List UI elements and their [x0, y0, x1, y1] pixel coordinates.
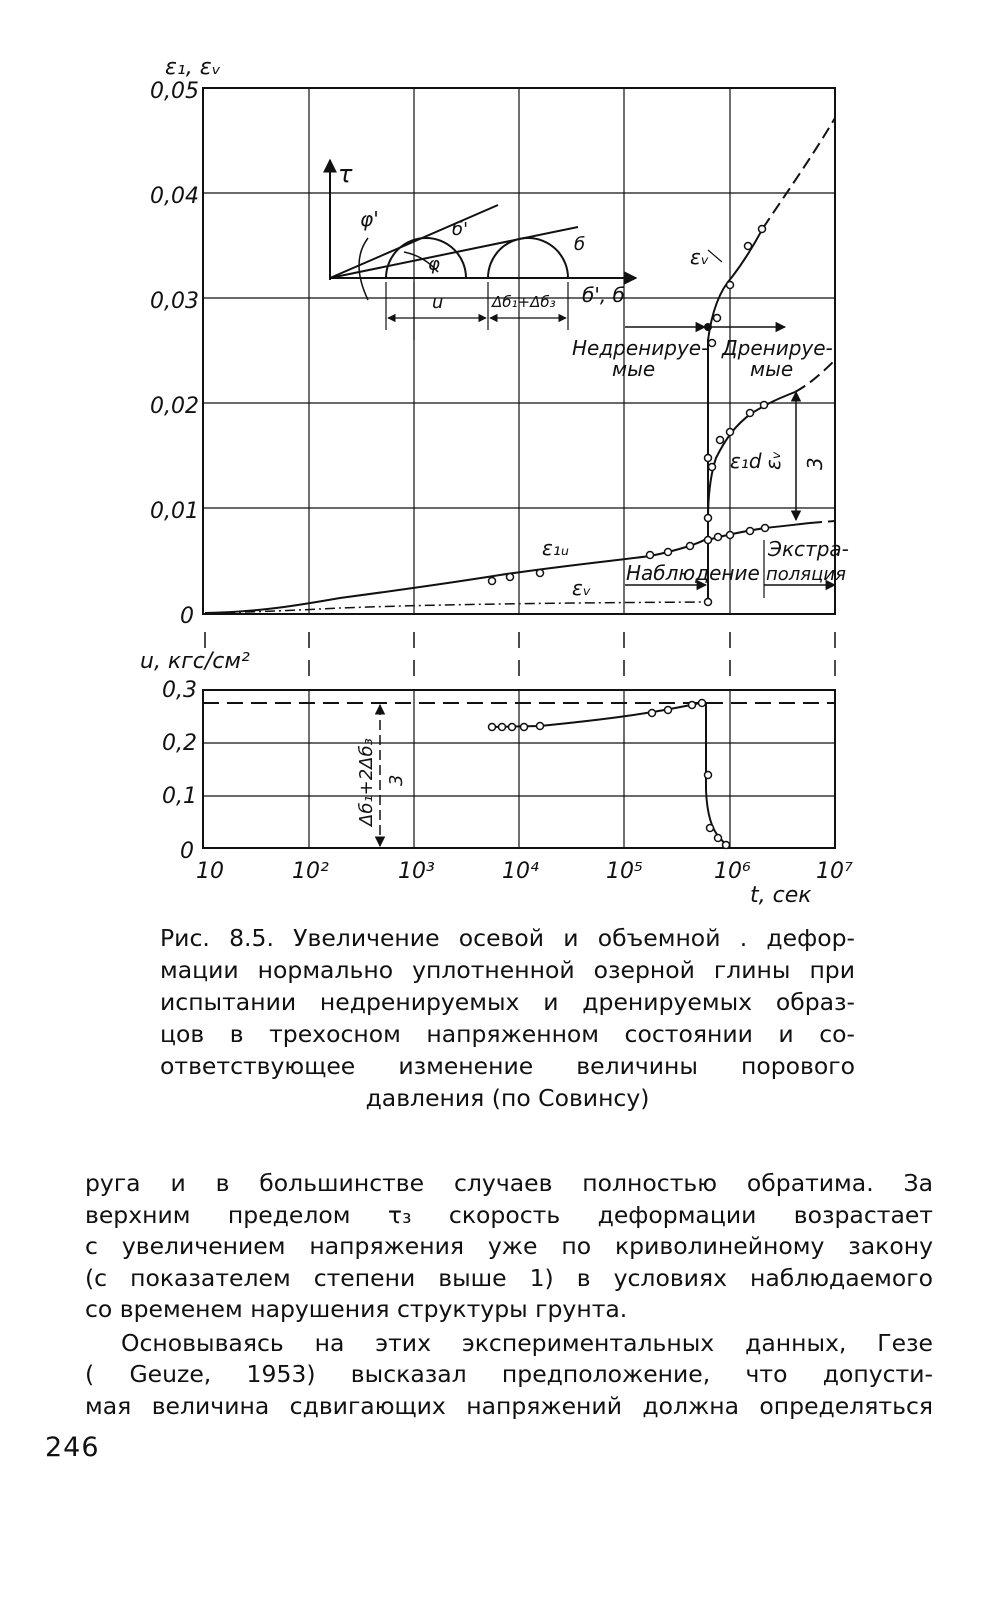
- upper-y-tick: 0,02: [150, 394, 199, 419]
- text-line: мая величина сдвигающих напряжений должна определяться: [85, 1391, 933, 1420]
- label-extrap-2: поляция: [766, 564, 846, 585]
- lower-three: 3: [386, 774, 407, 786]
- label-extrap-1: Экстра-: [768, 537, 849, 561]
- x-tick: 10⁴: [502, 859, 539, 884]
- inset-diagram: [330, 160, 636, 340]
- pore-pressure-curve: [492, 703, 730, 848]
- inset-sigma-prime-line: б': [452, 219, 469, 240]
- x-tick: 10²: [292, 859, 329, 884]
- curve-observation-extrap: [810, 521, 835, 523]
- lower-markers: [489, 700, 730, 849]
- paragraph-2: [85, 1328, 933, 1423]
- text-line: ( Geuze, 1953) высказал предположение, что допусти-: [85, 1360, 933, 1388]
- text-line: с увеличением напряжения уже по криволинейному закону: [85, 1232, 933, 1260]
- label-drained-2: мые: [750, 357, 794, 381]
- text-line: руга и в большинстве случаев полностью обратима. За: [85, 1169, 933, 1197]
- x-tick: 10⁵: [606, 859, 643, 884]
- text-line: со временем нарушения структуры грунта.: [85, 1295, 628, 1323]
- figure-caption: [160, 922, 855, 1114]
- label-ev-side: εᵥ: [761, 450, 785, 470]
- lower-y-tick: 0,3: [162, 678, 197, 703]
- inset-delta-label: Δб₁+Δб₃: [492, 293, 556, 311]
- label-undrained-2: мые: [612, 357, 656, 381]
- label-undrained-1: Недренируе-: [572, 336, 709, 360]
- page-number: 246: [45, 1432, 100, 1463]
- body-text: [85, 1168, 933, 1422]
- undrained-marker: [704, 323, 712, 331]
- x-tick: 10⁷: [816, 859, 853, 884]
- upper-y-tick: 0: [180, 604, 194, 629]
- upper-y-ticks: [150, 79, 199, 629]
- text-line: верхним пределом τ₃ скорость деформации возрастает: [85, 1200, 933, 1229]
- label-e1u: ε₁ᵤ: [542, 536, 569, 560]
- caption-line: Рис. 8.5. Увеличение осевой и объемной . дефор-: [160, 924, 855, 952]
- inset-axis-label: б', б: [582, 283, 625, 307]
- lower-y-label: u, кгс/см²: [140, 649, 250, 674]
- lower-x-label: t, сек: [750, 883, 812, 908]
- curve-ev-extrap: [763, 118, 835, 228]
- upper-curves: [205, 118, 835, 613]
- paragraph-1: [85, 1168, 933, 1326]
- label-ev-upper: εᵥ: [690, 245, 710, 269]
- caption-last-line: давления (по Совинсу): [365, 1084, 650, 1112]
- inset-phi-prime: φ': [360, 207, 379, 231]
- inset-sigma-line: б: [574, 234, 586, 255]
- lower-y-ticks: [162, 678, 197, 864]
- caption-line: цов в трехосном напряженном состоянии и со-: [160, 1020, 855, 1048]
- text-line: Основываясь на этих экспериментальных данных, Гезе: [121, 1328, 933, 1357]
- curve-ev-drained: [708, 228, 763, 602]
- upper-y-label: ε₁, εᵥ: [165, 55, 221, 80]
- x-tick: 10³: [398, 859, 435, 884]
- upper-y-tick: 0,01: [150, 499, 199, 524]
- lower-y-tick: 0,1: [162, 784, 197, 809]
- lower-x-ticks: [196, 859, 853, 884]
- text-line: (с показателем степени выше 1) в условиях наблюдаемого: [85, 1263, 933, 1292]
- upper-y-tick: 0,03: [150, 289, 199, 314]
- label-three-upper: 3: [803, 457, 827, 470]
- caption-line: испытании недренируемых и дренируемых образ-: [160, 988, 855, 1016]
- curve-e1d-extrap: [795, 360, 835, 392]
- label-drained-1: Дренируе-: [722, 336, 833, 360]
- lower-gridlines: [203, 690, 835, 848]
- x-tick: 10⁶: [714, 859, 751, 884]
- lower-y-tick: 0,2: [162, 731, 197, 756]
- lower-panel: [203, 690, 835, 848]
- caption-line: мации нормально уплотненной озерной глины при: [160, 956, 855, 984]
- upper-y-tick: 0,05: [150, 79, 199, 104]
- inset-u-label: u: [432, 292, 444, 313]
- label-e1d: ε₁d: [730, 449, 762, 473]
- inset-phi: φ: [428, 254, 440, 275]
- upper-y-tick: 0,04: [150, 184, 199, 209]
- caption-line: ответствующее изменение величины порового: [160, 1052, 855, 1080]
- lower-delta-label: Δб₁+2Δб₃: [356, 738, 377, 826]
- lower-y-tick: 0: [180, 839, 194, 864]
- inset-tau: τ: [338, 160, 353, 188]
- label-observation: Наблюдение: [626, 561, 760, 585]
- inter-panel-ticks: [205, 632, 835, 676]
- x-tick: 10: [196, 859, 224, 884]
- label-ev-lower: εᵥ: [572, 576, 592, 600]
